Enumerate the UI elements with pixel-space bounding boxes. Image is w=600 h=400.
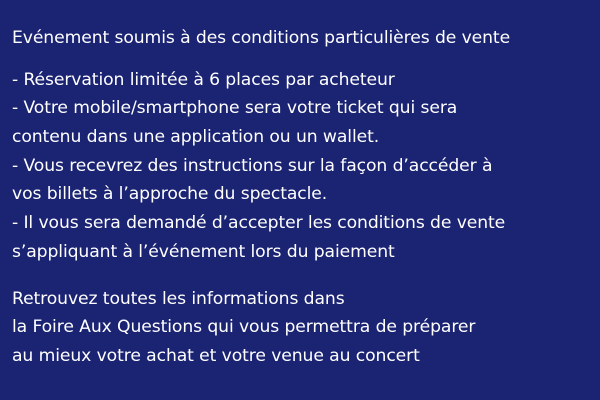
faq-line: Retrouvez toutes les informations dans: [12, 288, 345, 309]
conditions-list: [12, 66, 590, 267]
faq-line: au mieux votre achat et votre venue au concert: [12, 345, 420, 366]
faq-line: la Foire Aux Questions qui vous permettra de préparer: [12, 317, 476, 338]
condition-line: s’appliquant à l’événement lors du paiement: [12, 241, 395, 262]
notice-title: Evénement soumis à des conditions particulières de vente: [12, 28, 511, 48]
condition-line: contenu dans une application ou un wallet.: [12, 127, 380, 148]
condition-line: - Réservation limitée à 6 places par acheteur: [12, 69, 395, 90]
faq-paragraph: [12, 285, 590, 371]
condition-line: vos billets à l’approche du spectacle.: [12, 184, 328, 205]
condition-line: - Il vous sera demandé d’accepter les conditions de vente: [12, 213, 506, 234]
condition-line: - Vous recevrez des instructions sur la façon d’accéder à: [12, 155, 493, 176]
condition-line: - Votre mobile/smartphone sera votre ticket qui sera: [12, 98, 458, 119]
